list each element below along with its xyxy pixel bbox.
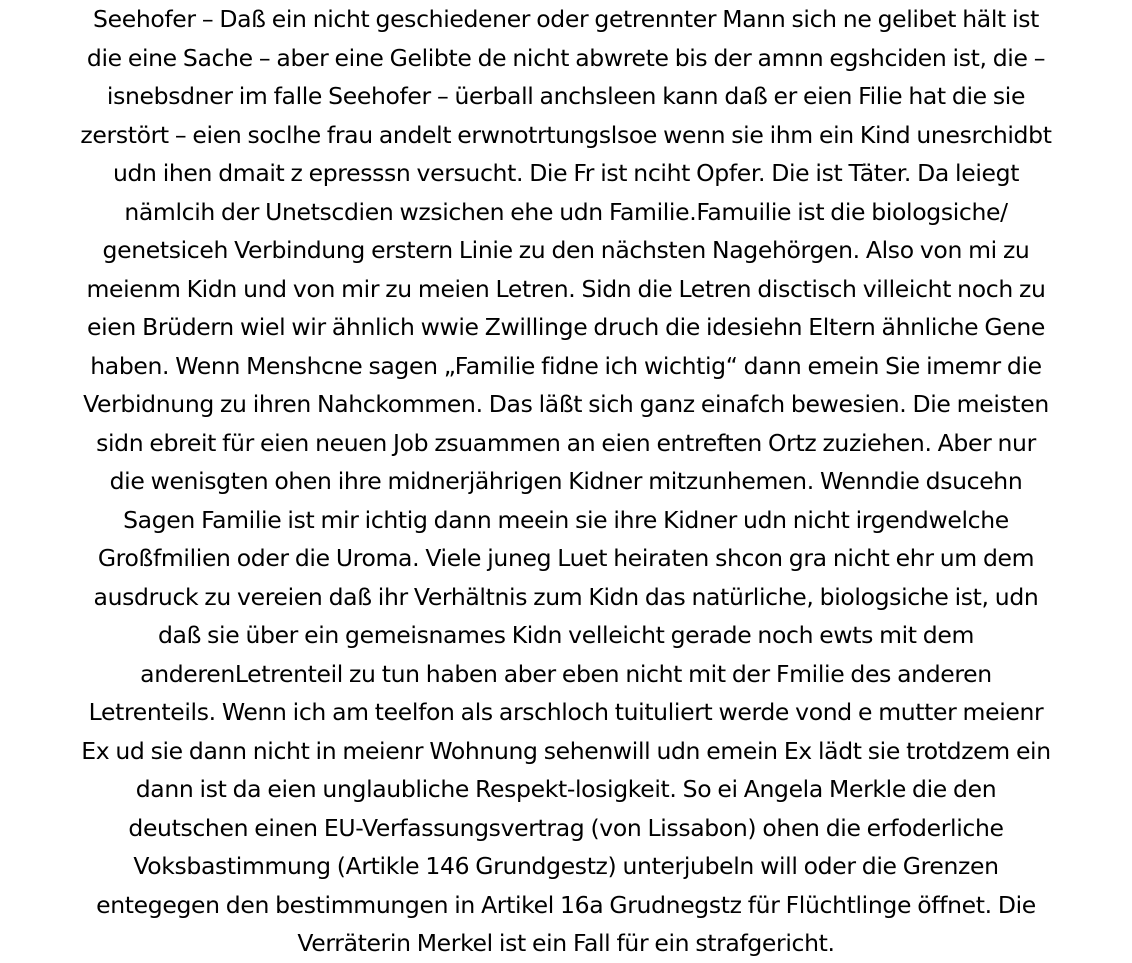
text-line: anderenLetrenteil zu tun haben aber eben nicht mit der Fmilie des anderen <box>140 659 992 688</box>
text-line: sidn ebreit für eien neuen Job zsuammen an eien entreften Ortz zuziehen. Aber nur <box>96 428 1036 457</box>
text-line: zerstört – eien soclhe frau andelt erwnotrtungslsoe wenn sie ihm ein Kind unesrchidbt <box>80 120 1052 149</box>
text-line: entegegen den bestimmungen in Artikel 16a Grudnegstz für Flüchtlinge öffnet. Die <box>96 890 1036 919</box>
text-line: Letrenteils. Wenn ich am teelfon als arschloch tuituliert werde vond e mutter meienr <box>88 698 1044 726</box>
text-line: eien Brüdern wiel wir ähnlich wwie Zwillinge druch die idesiehn Eltern ähnliche Gene <box>87 313 1045 341</box>
text-line: Verbidnung zu ihren Nahckommen. Das läßt sich ganz einafch bewesien. Die meisten <box>83 390 1049 418</box>
text-line: haben. Wenn Menshcne sagen „Familie fidne ich wichtig“ dann emein Sie imemr die <box>90 351 1042 380</box>
text-line: Sagen Familie ist mir ichtig dann meein sie ihre Kidner udn nicht irgendwelche <box>123 505 1009 534</box>
text-line: daß sie über ein gemeisnames Kidn velleicht gerade noch ewts mit dem <box>157 621 975 649</box>
text-line: die eine Sache – aber eine Gelibte de nicht abwrete bis der amnn egshciden ist, die – <box>86 43 1046 72</box>
text-line: meienm Kidn und von mir zu meien Letren. Sidn die Letren disctisch villeicht noch zu <box>86 274 1046 303</box>
text-line: die wenisgten ohen ihre midnerjährigen Kidner mitzunhemen. Wenndie dsucehn <box>109 467 1023 495</box>
text-line: deutschen einen EU-Verfassungsvertrag (von Lissabon) ohen die erfoderliche <box>128 813 1004 842</box>
text-line: ausdruck zu vereien daß ihr Verhältnis zum Kidn das natürliche, biologsiche ist, udn <box>93 582 1039 611</box>
text-line: dann ist da eien unglaubliche Respekt-losigkeit. So ei Angela Merkle die den <box>135 775 997 803</box>
text-line: Verräterin Merkel ist ein Fall für ein strafgericht. <box>297 929 835 957</box>
text-line: genetsiceh Verbindung erstern Linie zu den nächsten Nagehörgen. Also von mi zu <box>102 236 1030 264</box>
text-line: Voksbastimmung (Artikle 146 Grundgestz) unterjubeln will oder die Grenzen <box>133 852 999 880</box>
text-line: isnebsdner im falle Seehofer – üerball anchsleen kann daß er eien Filie hat die sie <box>106 82 1026 110</box>
text-line: Seehofer – Daß ein nicht geschiedener oder getrennter Mann sich ne gelibet hält ist <box>93 5 1039 33</box>
text-line: udn ihen dmait z epresssn versucht. Die Fr ist nciht Opfer. Die ist Täter. Da leiegt <box>112 159 1020 187</box>
text-line: nämlcih der Unetscdien wzsichen ehe udn Familie.Famuilie ist die biologsiche/ <box>124 197 1008 226</box>
text-line: Ex ud sie dann nicht in meienr Wohnung sehenwill udn emein Ex lädt sie trotdzem ein <box>81 736 1051 765</box>
text-line: Großfmilien oder die Uroma. Viele juneg Luet heiraten shcon gra nicht ehr um dem <box>97 544 1035 572</box>
